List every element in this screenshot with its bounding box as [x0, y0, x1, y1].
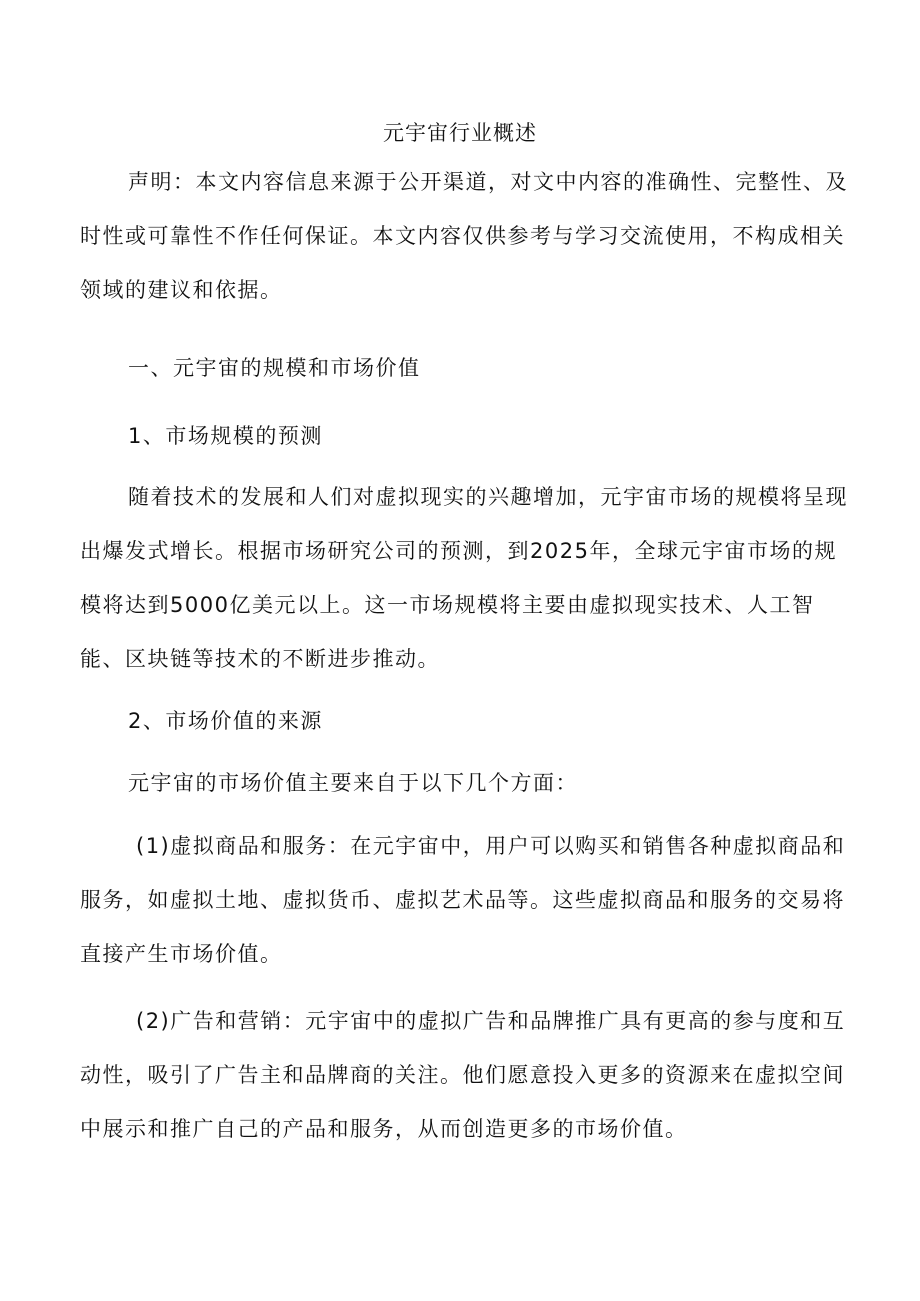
subsection-heading-market-size: 1、市场规模的预测 — [128, 424, 323, 448]
subsection-heading-value-sources: 2、市场价值的来源 — [128, 709, 323, 733]
section-heading: 一、元宇宙的规模和市场价值 — [128, 356, 421, 380]
document-title: 元宇宙行业概述 — [383, 121, 537, 145]
list-item: (2)广告和营销：元宇宙中的虚拟广告和品牌推广具有更高的参与度和互动性，吸引了广告主和品牌商的关注。他们愿意投入更多的资源来在虚拟空间中展示和推广自己的产品和服务，从而创造更多的市场价值。 — [80, 1009, 846, 1141]
disclaimer-paragraph: 声明：本文内容信息来源于公开渠道，对文中内容的准确性、完整性、及时性或可靠性不作任何保证。本文内容仅供参考与学习交流使用，不构成相关领域的建议和依据。 — [80, 170, 848, 302]
market-size-paragraph: 随着技术的发展和人们对虚拟现实的兴趣增加，元宇宙市场的规模将呈现出爆发式增长。根据市场研究公司的预测，到2025年，全球元宇宙市场的规模将达到5000亿美元以上。这一市场规模将主要由虚拟现实技术、人工智能、区块链等技术的不断进步推动。 — [80, 485, 848, 671]
list-item: (1)虚拟商品和服务：在元宇宙中，用户可以购买和销售各种虚拟商品和服务，如虚拟土地、虚拟货币、虚拟艺术品等。这些虚拟商品和服务的交易将直接产生市场价值。 — [80, 834, 846, 966]
value-sources-intro: 元宇宙的市场价值主要来自于以下几个方面： — [128, 771, 578, 795]
